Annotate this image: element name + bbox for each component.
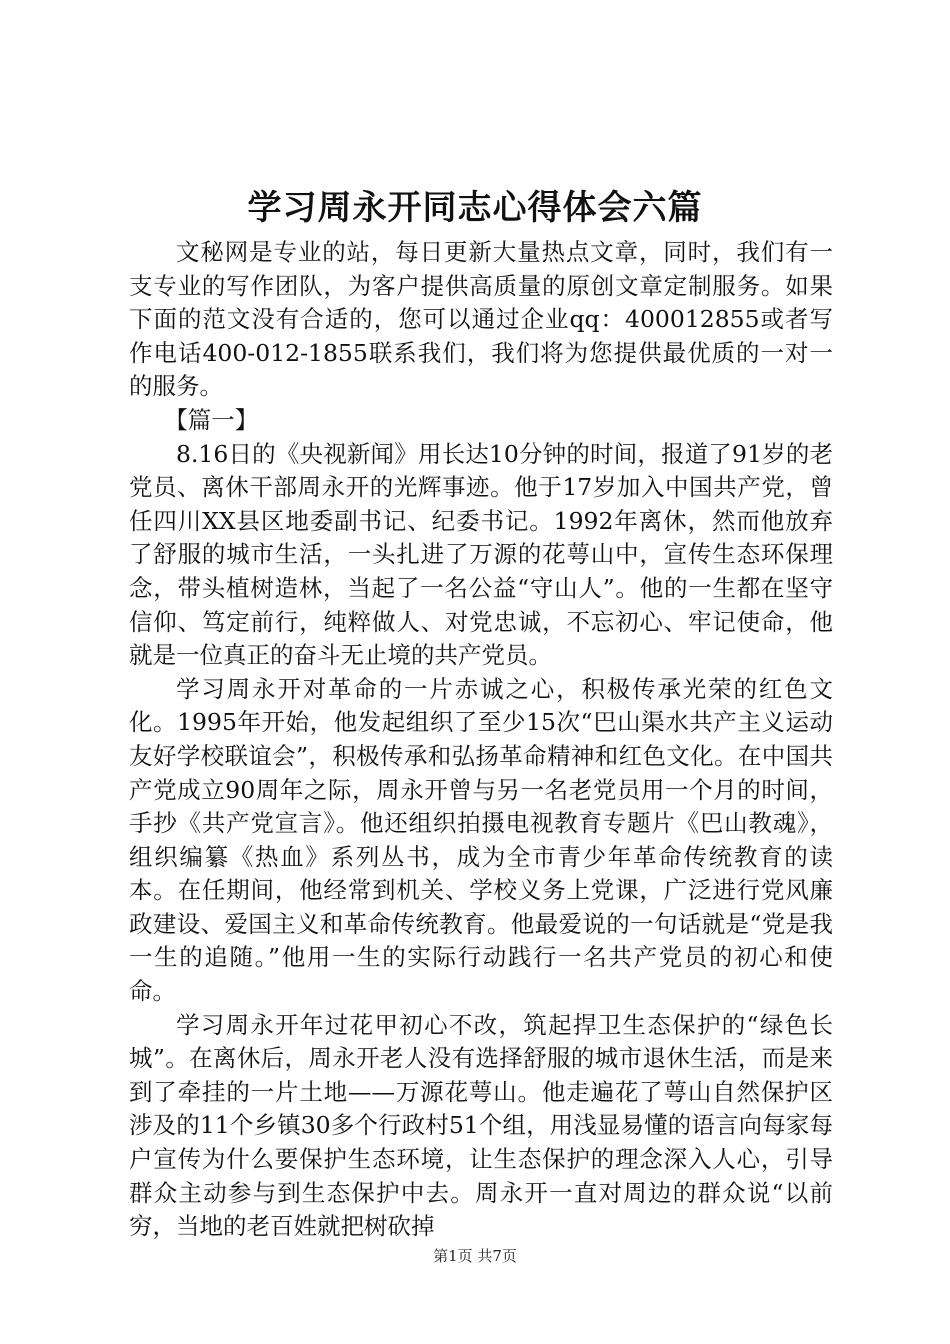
body-paragraph-1: 8.16日的《央视新闻》用长达10分钟的时间，报道了91岁的老党员、离休干部周永开的光辉事迹。他于17岁加入中国共产党，曾任四川XX县区地委副书记、纪委书记。1992年离休，然而他放弃了舒服的城市生活，一头扎进了万源的花萼山中，宣传生态环保理念，带头植树造林，当起了一名公益“守山人”。他的一生都在坚守信仰、笃定前行，纯粹做人、对党忠诚，不忘初心、牢记使命，他就是一位真正的奋斗无止境的共产党员。 xyxy=(129,439,833,670)
document-body xyxy=(129,236,833,1244)
body-paragraph-2: 学习周永开对革命的一片赤诚之心，积极传承光荣的红色文化。1995年开始，他发起组织了至少15次“巴山渠水共产主义运动友好学校联谊会”，积极传承和弘扬革命精神和红色文化。在中国共产党成立90周年之际，周永开曾与另一名老党员用一个月的时间，手抄《共产党宣言》。他还组织拍摄电视教育专题片《巴山教魂》，组织编纂《热血》系列丛书，成为全市青少年革命传统教育的读本。在任期间，他经常到机关、学校义务上党课，广泛进行党风廉政建设、爱国主义和革命传统教育。他最爱说的一句话就是“党是我一生的追随。”他用一生的实际行动践行一名共产党员的初心和使命。 xyxy=(129,674,833,1006)
page-footer: 第1页 共7页 xyxy=(433,1247,517,1265)
section-heading: 【篇一】 xyxy=(164,405,259,434)
body-paragraph-3: 学习周永开年过花甲初心不改，筑起捍卫生态保护的“绿色长城”。在离休后，周永开老人没有选择舒服的城市退休生活，而是来到了牵挂的一片土地——万源花萼山。他走遍花了萼山自然保护区涉及的11个乡镇30多个行政村51个组，用浅显易懂的语言向每家每户宣传为什么要保护生态环境，让生态保护的理念深入人心，引导群众主动参与到生态保护中去。周永开一直对周边的群众说“以前穷，当地的老百姓就把树砍掉 xyxy=(129,1010,833,1241)
document-title: 学习周永开同志心得体会六篇 xyxy=(247,188,703,228)
intro-paragraph: 文秘网是专业的站，每日更新大量热点文章，同时，我们有一支专业的写作团队，为客户提供高质量的原创文章定制服务。如果下面的范文没有合适的，您可以通过企业qq：400012855或者写作电话400-012-1855联系我们，我们将为您提供最优质的一对一的服务。 xyxy=(129,238,833,401)
